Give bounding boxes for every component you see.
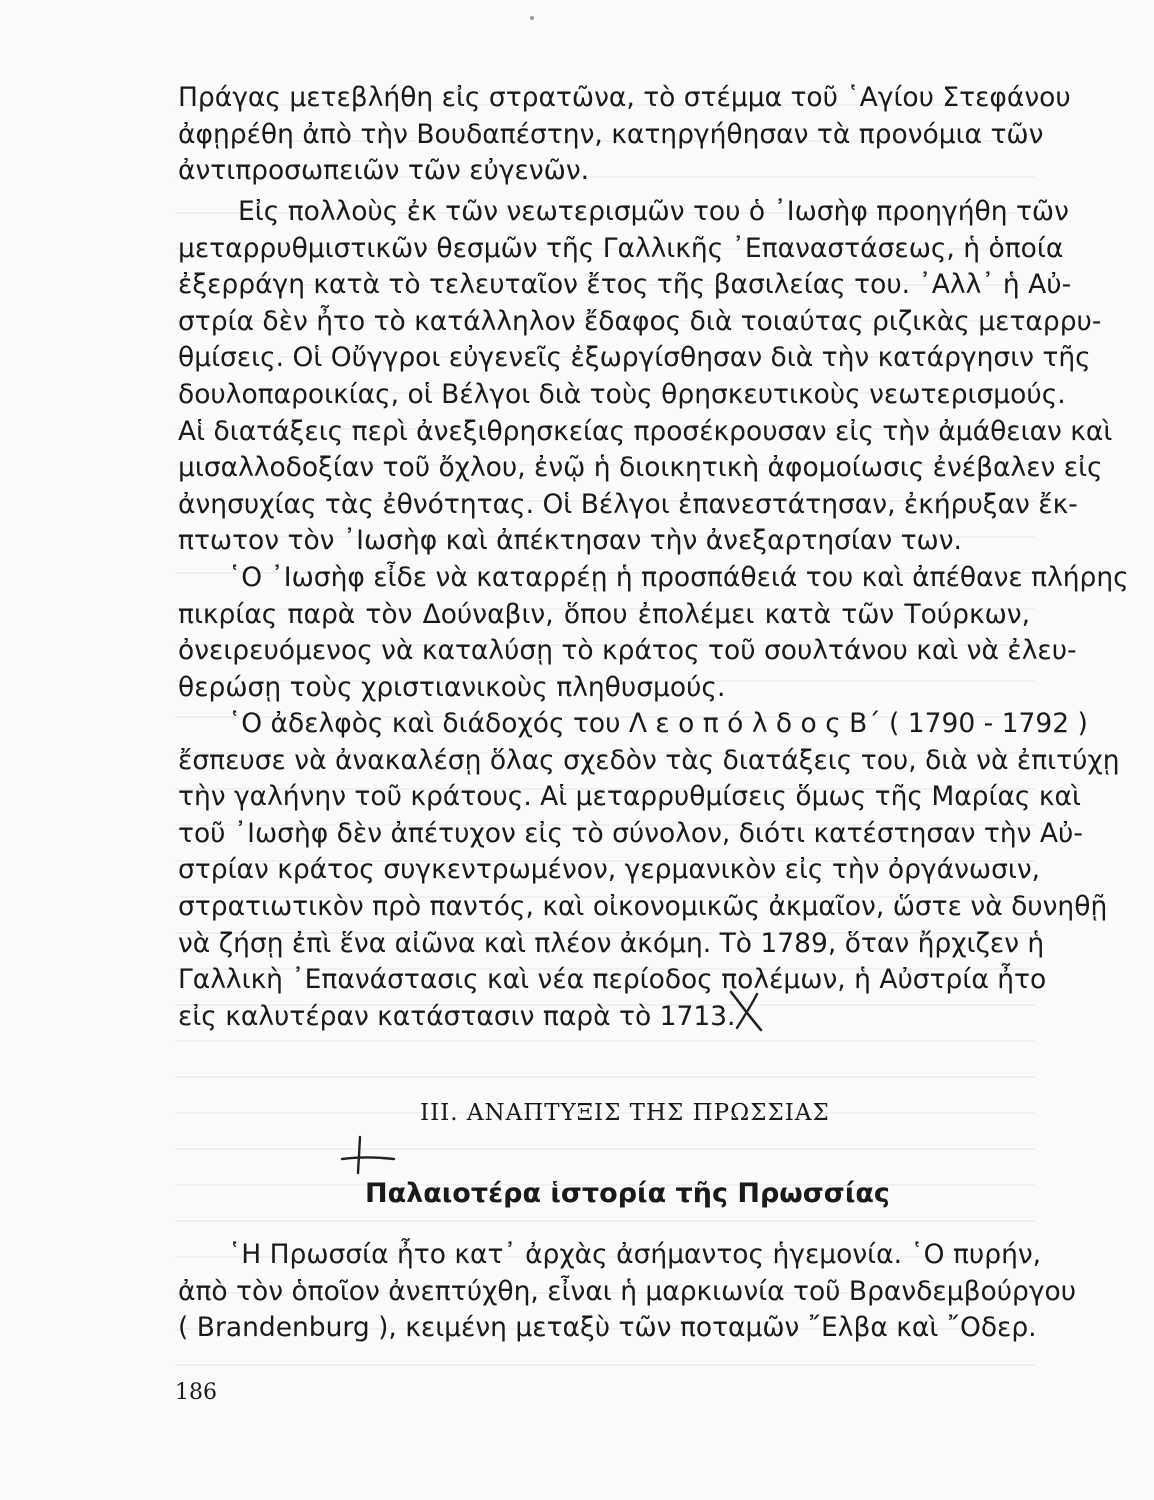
text-line: Εἰς πολλοὺς ἐκ τῶν νεωτερισμῶν του ὁ ᾿Ιωσὴφ προηγήθη τῶν bbox=[238, 196, 1069, 227]
text-line: τὴν γαλήνην τοῦ κράτους. Αἱ μεταρρυθμίσεις ὅμως τῆς Μαρίας καὶ bbox=[178, 781, 1081, 813]
text-line: Αἱ διατάξεις περὶ ἀνεξιθρησκείας προσέκρουσαν εἰς τὴν ἀμάθειαν καὶ bbox=[178, 415, 1113, 447]
text-line: στρίαν κράτος συγκεντρωμένον, γερμανικὸν εἰς τὴν ὀργάνωσιν, bbox=[178, 854, 1041, 886]
text-line: ( Brandenburg ), κειμένη μεταξὺ τῶν ποταμῶν ῎Ελβα καὶ ῎Οδερ. bbox=[178, 1312, 1037, 1344]
text-line: πτωτον τὸν ᾿Ιωσὴφ καὶ ἀπέκτησαν τὴν ἀνεξαρτησίαν των. bbox=[178, 525, 962, 557]
paragraph-2 bbox=[178, 194, 1113, 560]
text-line: εἰς καλυτέραν κατάστασιν παρὰ τὸ 1713. bbox=[178, 1000, 736, 1032]
text-line: Πράγας μετεβλήθη εἰς στρατῶνα, τὸ στέμμα τοῦ ῾Αγίου Στεφάνου bbox=[178, 82, 1071, 113]
text-line: μισαλλοδοξίαν τοῦ ὄχλου, ἐνῷ ἡ διοικητικὴ ἀφομοίωσις ἐνέβαλεν εἰς bbox=[178, 452, 1103, 484]
text-line: ῾Ο ἀδελφὸς καὶ διάδοχός του Λ ε ο π ό λ δ ο ς Β΄ ( 1790 - 1792 ) bbox=[228, 708, 1088, 739]
text-line: ῾Η Πρωσσία ἦτο κατ᾿ ἀρχὰς ἀσήμαντος ἡγεμονία. ῾Ο πυρήν, bbox=[228, 1239, 1042, 1270]
text-line: ἐξερράγη κατὰ τὸ τελευταῖον ἔτος τῆς βασιλείας του. ᾿Αλλ᾿ ἡ Αὐ- bbox=[178, 269, 1072, 301]
text-line: νὰ ζήσῃ ἐπὶ ἕνα αἰῶνα καὶ πλέον ἀκόμη. Τὸ 1789, ὅταν ἤρχιζεν ἡ bbox=[178, 927, 1045, 959]
speck bbox=[530, 16, 534, 20]
text-line: στρατιωτικὸν πρὸ παντός, καὶ οἰκονομικῶς ἀκμαῖον, ὥστε νὰ δυνηθῇ bbox=[178, 890, 1108, 922]
paragraph-4 bbox=[178, 706, 1120, 1035]
text-line: τοῦ ᾿Ιωσὴφ δὲν ἀπέτυχον εἰς τὸ σύνολον, διότι κατέστησαν τὴν Αὐ- bbox=[178, 817, 1083, 849]
paragraph-5 bbox=[178, 1237, 1077, 1347]
text-line: ἀντιπροσωπειῶν τῶν εὐγενῶν. bbox=[178, 155, 590, 187]
text-line: ἀφῃρέθη ἀπὸ τὴν Βουδαπέστην, κατηργήθησαν τὰ προνόμια τῶν bbox=[178, 118, 1044, 150]
text-line: ὀνειρευόμενος νὰ καταλύσῃ τὸ κράτος τοῦ σουλτάνου καὶ νὰ ἐλευ- bbox=[178, 635, 1077, 667]
text-line: θμίσεις. Οἱ Οὔγγροι εὐγενεῖς ἐξωργίσθησαν διὰ τὴν κατάργησιν τῆς bbox=[178, 342, 1091, 374]
text-line: Γαλλικὴ ᾿Επανάστασις καὶ νέα περίοδος πολέμων, ἡ Αὐστρία ἦτο bbox=[178, 964, 1047, 996]
text-line: μεταρρυθμιστικῶν θεσμῶν τῆς Γαλλικῆς ᾿Επαναστάσεως, ἡ ὁποία bbox=[178, 232, 1064, 264]
text-line: ἀπὸ τὸν ὁποῖον ἀνεπτύχθη, εἶναι ἡ μαρκιωνία τοῦ Βρανδεμβούργου bbox=[178, 1275, 1077, 1307]
text-line: ἀνησυχίας τὰς ἐθνότητας. Οἱ Βέλγοι ἐπανεστάτησαν, ἐκήρυξαν ἔκ- bbox=[178, 488, 1078, 520]
section-subheading: Παλαιοτέρα ἱστορία τῆς Πρωσσίας bbox=[365, 1178, 890, 1209]
paragraph-1 bbox=[178, 80, 1071, 190]
paragraph-3 bbox=[178, 560, 1129, 706]
section-heading: III. ΑΝΑΠΤΥΞΙΣ ΤΗΣ ΠΡΩΣΣΙΑΣ bbox=[420, 1100, 830, 1126]
handwritten-x-mark bbox=[727, 988, 767, 1034]
page-number: 186 bbox=[175, 1380, 217, 1405]
text-line: ῾Ο ᾿Ιωσὴφ εἶδε νὰ καταρρέῃ ἡ προσπάθειά του καὶ ἀπέθανε πλήρης bbox=[228, 562, 1129, 593]
text-line: στρία δὲν ἦτο τὸ κατάλληλον ἔδαφος διὰ τοιαύτας ριζικὰς μεταρρυ- bbox=[178, 305, 1102, 337]
handwritten-cross-mark bbox=[338, 1135, 398, 1175]
text-line: πικρίας παρὰ τὸν Δούναβιν, ὅπου ἐπολέμει κατὰ τῶν Τούρκων, bbox=[178, 598, 1030, 630]
text-line: δουλοπαροικίας, οἱ Βέλγοι διὰ τοὺς θρησκευτικοὺς νεωτερισμούς. bbox=[178, 378, 1066, 410]
text-line: θερώσῃ τοὺς χριστιανικοὺς πληθυσμούς. bbox=[178, 671, 726, 703]
text-line: ἔσπευσε νὰ ἀνακαλέσῃ ὅλας σχεδὸν τὰς διατάξεις του, διὰ νὰ ἐπιτύχῃ bbox=[178, 744, 1120, 776]
